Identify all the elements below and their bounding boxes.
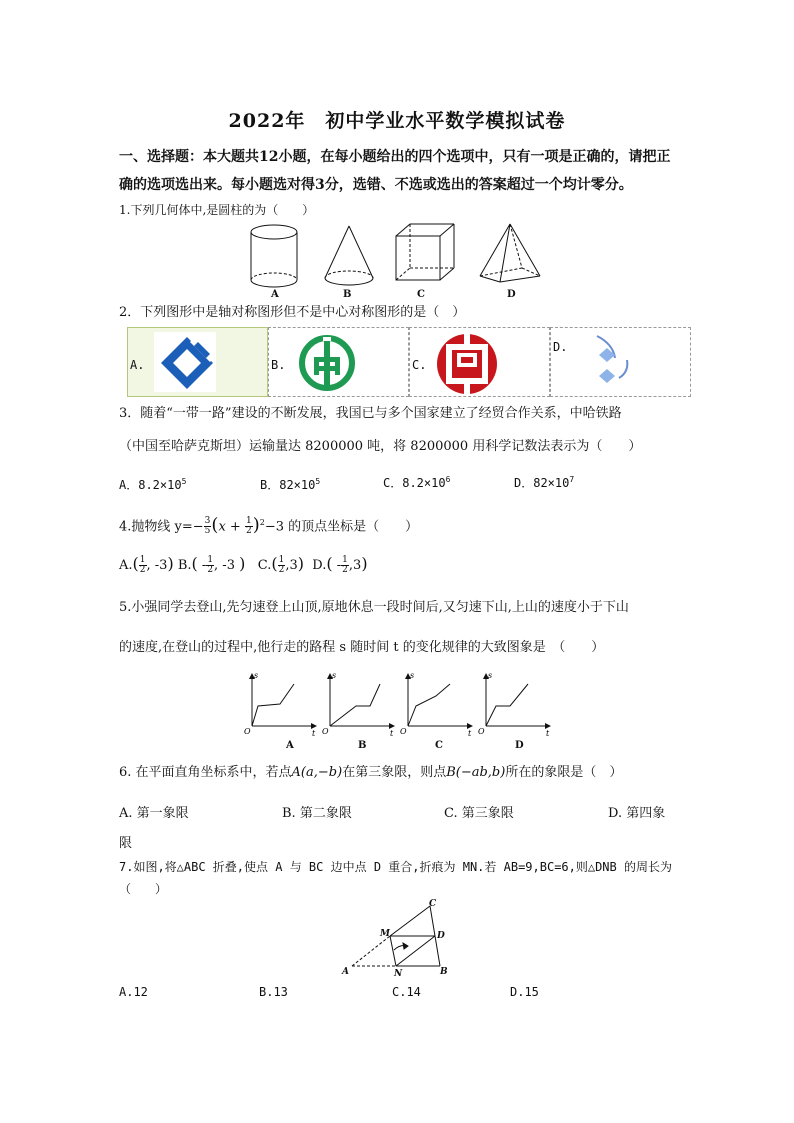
svg-text:N: N xyxy=(394,969,403,978)
q4-option-a[interactable]: A.( $\frac{1}{2}$ , -3) xyxy=(119,554,174,575)
q3-option-d[interactable]: D．$82\times 10^7$ xyxy=(514,475,575,490)
cone-figure xyxy=(325,226,373,285)
q3-line-2: （中国至哈萨克斯坦）运输量达 8200000 吨，将 8200000 用科学记数法表示为（ ） xyxy=(119,439,642,454)
svg-text:M: M xyxy=(380,929,390,939)
q3-option-b[interactable]: B．$82\times 10^5$ xyxy=(260,477,321,492)
q2-label-c: C. xyxy=(412,358,427,372)
q5-label-d: D xyxy=(515,740,524,751)
cylinder-figure xyxy=(251,225,297,287)
q7-option-b[interactable]: B.13 xyxy=(259,985,288,999)
q5-graph-d xyxy=(478,671,550,738)
q6-option-d[interactable]: D. 第四象 xyxy=(608,806,666,821)
q2-option-b[interactable] xyxy=(268,327,409,397)
svg-text:t: t xyxy=(468,729,472,738)
q3-option-a[interactable]: A．$8.2\times 10^5$ xyxy=(119,477,187,492)
page-title: 2022年 初中学业水平数学模拟试卷 xyxy=(228,110,566,132)
bank-logo-blue-icon xyxy=(158,334,216,392)
q4-stem: 4.抛物线 y=− $\frac{3}{5}$ (x + $\frac{1}{2}$ )$^2$−3 的顶点坐标是（ ） xyxy=(119,514,419,537)
q2-label-b: B. xyxy=(271,358,286,372)
q7-option-a[interactable]: A.12 xyxy=(119,985,148,999)
q7-line-1: 7.如图,将△ABC 折叠,使点 A 与 BC 边中点 D 重合,折痕为 MN.若 AB=9,BC=6,则△DNB 的周长为 xyxy=(119,860,672,874)
svg-text:D: D xyxy=(437,931,445,941)
q7-line-2: （ ） xyxy=(119,882,168,896)
svg-text:O: O xyxy=(478,727,485,736)
q2-option-c[interactable] xyxy=(409,327,550,397)
svg-text:O: O xyxy=(400,727,407,736)
q4-option-b[interactable]: B.( - $\frac{1}{2}$ , -3 ) xyxy=(177,554,246,575)
svg-text:O: O xyxy=(244,727,251,736)
q2-option-a[interactable] xyxy=(127,327,268,397)
q1-label-b: B xyxy=(343,289,352,300)
q7-triangle-figure xyxy=(340,896,460,978)
q3-line-1: 3．随着“一带一路”建设的不断发展，我国已与多个国家建立了经贸合作关系，中哈铁路 xyxy=(119,406,622,421)
bank-logo-diamond-icon xyxy=(591,332,631,394)
q1-label-a: A xyxy=(271,289,279,300)
svg-text:s: s xyxy=(410,671,415,680)
q5-graph-a xyxy=(244,671,316,738)
q1-label-c: C xyxy=(417,289,425,300)
svg-text:C: C xyxy=(429,899,437,909)
q5-graph-b xyxy=(322,671,394,738)
svg-text:s: s xyxy=(254,671,259,680)
svg-text:t: t xyxy=(390,729,394,738)
svg-text:A: A xyxy=(342,967,349,977)
q5-label-a: A xyxy=(286,740,294,751)
q5-line-1: 5.小强同学去登山,先匀速登上山顶,原地休息一段时间后,又匀速下山,上山的速度小于下山 xyxy=(119,600,629,615)
svg-text:O: O xyxy=(322,727,329,736)
svg-text:B: B xyxy=(440,967,448,977)
q7-option-c[interactable]: C.14 xyxy=(392,985,421,999)
q6-option-c[interactable]: C. 第三象限 xyxy=(444,806,514,821)
q5-label-b: B xyxy=(358,740,367,751)
section-line-2: 确的选项选出来。每小题选对得3分，选错、不选或选出的答案超过一个均计零分。 xyxy=(119,177,633,193)
section-line-1: 一、选择题：本大题共12小题，在每小题给出的四个选项中，只有一项是正确的，请把正 xyxy=(119,149,671,165)
svg-text:t: t xyxy=(546,729,550,738)
q4-option-d[interactable]: D.( - $\frac{1}{2}$ ,3) xyxy=(312,554,368,575)
svg-text:t: t xyxy=(312,729,316,738)
section-instructions xyxy=(119,143,679,199)
q2-label-a: A. xyxy=(130,358,145,372)
q3-option-c[interactable]: C．$8.2\times 10^6$ xyxy=(383,475,451,490)
q1-stem: 1.下列几何体中,是圆柱的为（ ） xyxy=(119,203,315,217)
bank-logo-red-icon xyxy=(436,333,498,395)
q6-option-b[interactable]: B. 第二象限 xyxy=(282,806,352,821)
q5-graph-c xyxy=(400,671,472,738)
q1-label-d: D xyxy=(507,289,516,300)
q2-option-d[interactable] xyxy=(550,327,691,397)
q7-option-d[interactable]: D.15 xyxy=(510,985,539,999)
q5-label-c: C xyxy=(435,740,443,751)
q2-stem: 2．下列图形中是轴对称图形但不是中心对称图形的是（ ） xyxy=(119,305,466,320)
pyramid-figure xyxy=(480,224,540,282)
q6-option-d-wrap: 限 xyxy=(119,836,133,851)
q2-label-d: D. xyxy=(553,340,568,354)
q4-options xyxy=(119,553,368,577)
bank-logo-green-icon xyxy=(297,333,357,393)
cube-figure xyxy=(396,224,454,280)
q4-option-c[interactable]: C.( $\frac{1}{2}$ ,3) xyxy=(257,554,305,575)
q5-line-2: 的速度,在登山的过程中,他行走的路程 s 随时间 t 的变化规律的大致图象是 （ ） xyxy=(119,640,605,655)
svg-text:s: s xyxy=(332,671,337,680)
svg-text:s: s xyxy=(488,671,493,680)
q6-option-a[interactable]: A. 第一象限 xyxy=(119,806,189,821)
q6-stem: 6. 在平面直角坐标系中，若点A(a,−b)在第三象限，则点B(−ab,b)所在的象限是（ ） xyxy=(119,765,623,780)
